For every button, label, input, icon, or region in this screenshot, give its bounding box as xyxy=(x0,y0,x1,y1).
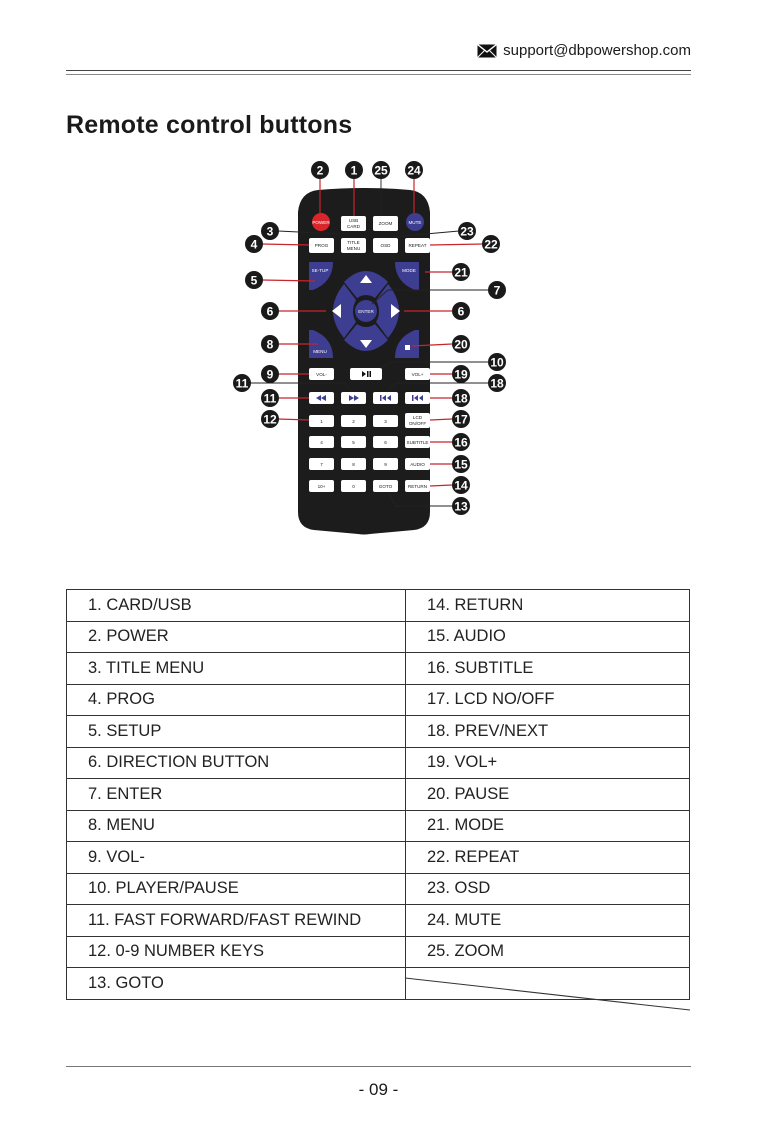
legend-item: 14. RETURN xyxy=(406,590,690,622)
svg-text:RETURN: RETURN xyxy=(407,484,428,489)
callout-17 xyxy=(452,410,470,428)
svg-text:18: 18 xyxy=(490,376,504,391)
legend-item: 17. LCD NO/OFF xyxy=(406,684,690,716)
callout-13 xyxy=(452,497,470,515)
pause-square-icon xyxy=(405,345,410,350)
callout-4 xyxy=(245,235,263,253)
legend-item: 13. GOTO xyxy=(67,968,406,1000)
callout-15 xyxy=(452,455,470,473)
legend-item: 16. SUBTITLE xyxy=(406,653,690,685)
svg-text:MUTE: MUTE xyxy=(408,219,422,225)
legend-row xyxy=(67,684,690,716)
legend-item: 9. VOL- xyxy=(67,842,406,874)
callout-19 xyxy=(452,365,470,383)
legend-item xyxy=(406,968,690,1000)
legend-row xyxy=(67,747,690,779)
svg-text:TITLE: TITLE xyxy=(347,240,360,245)
callout-20 xyxy=(452,335,470,353)
svg-text:AUDIO: AUDIO xyxy=(410,462,425,467)
svg-text:25: 25 xyxy=(374,163,388,178)
legend-item: 4. PROG xyxy=(67,684,406,716)
legend-item: 20. PAUSE xyxy=(406,779,690,811)
svg-text:MODE: MODE xyxy=(402,268,416,273)
page-number: - 09 - xyxy=(358,1080,399,1099)
legend-item: 7. ENTER xyxy=(67,779,406,811)
legend-item: 24. MUTE xyxy=(406,905,690,937)
svg-text:OSD: OSD xyxy=(380,243,391,248)
callout-22 xyxy=(482,235,500,253)
svg-text:6: 6 xyxy=(384,440,387,445)
callout-18-lower xyxy=(452,389,470,407)
svg-text:24: 24 xyxy=(407,163,421,178)
svg-text:3: 3 xyxy=(384,419,387,424)
svg-text:13: 13 xyxy=(454,499,468,514)
svg-text:17: 17 xyxy=(454,412,468,427)
legend-row xyxy=(67,842,690,874)
svg-text:USB: USB xyxy=(348,218,359,223)
svg-text:5: 5 xyxy=(250,273,258,288)
svg-text:ON/OFF: ON/OFF xyxy=(408,421,427,426)
legend-item: 12. 0-9 NUMBER KEYS xyxy=(67,936,406,968)
callout-16 xyxy=(452,433,470,451)
svg-text:2: 2 xyxy=(316,163,324,178)
svg-text:MENU: MENU xyxy=(346,246,361,251)
svg-text:7: 7 xyxy=(320,462,323,467)
legend-row xyxy=(67,810,690,842)
legend-row xyxy=(67,716,690,748)
svg-text:PROG: PROG xyxy=(314,243,329,248)
svg-text:15: 15 xyxy=(454,457,468,472)
callout-12 xyxy=(261,410,279,428)
callout-2 xyxy=(311,161,329,179)
svg-text:LCD: LCD xyxy=(412,415,423,420)
svg-text:22: 22 xyxy=(484,237,498,252)
svg-text:8: 8 xyxy=(352,462,355,467)
svg-text:SE-TUP: SE-TUP xyxy=(311,268,329,273)
legend-item: 18. PREV/NEXT xyxy=(406,716,690,748)
svg-text:7: 7 xyxy=(493,283,501,298)
svg-text:21: 21 xyxy=(454,265,468,280)
callout-5 xyxy=(245,271,263,289)
svg-text:4: 4 xyxy=(320,440,323,445)
callout-11-lower xyxy=(261,389,279,407)
legend-item: 2. POWER xyxy=(67,621,406,653)
page-title: Remote control buttons xyxy=(66,111,353,139)
svg-text:12: 12 xyxy=(263,412,277,427)
legend-item: 5. SETUP xyxy=(67,716,406,748)
svg-text:1: 1 xyxy=(320,419,323,424)
callout-23 xyxy=(458,222,476,240)
svg-text:1: 1 xyxy=(350,163,358,178)
svg-text:10+: 10+ xyxy=(317,484,326,489)
callout-21 xyxy=(452,263,470,281)
callout-24 xyxy=(405,161,423,179)
svg-text:0: 0 xyxy=(352,484,355,489)
callout-10 xyxy=(488,353,506,371)
svg-text:11: 11 xyxy=(235,376,249,391)
legend-row xyxy=(67,590,690,622)
svg-text:20: 20 xyxy=(454,337,468,352)
legend-item: 8. MENU xyxy=(67,810,406,842)
callout-1 xyxy=(345,161,363,179)
callout-3 xyxy=(261,222,279,240)
legend-item: 21. MODE xyxy=(406,810,690,842)
svg-text:16: 16 xyxy=(454,435,468,450)
svg-text:14: 14 xyxy=(454,478,468,493)
callout-25 xyxy=(372,161,390,179)
svg-text:3: 3 xyxy=(266,224,274,239)
legend-row xyxy=(67,968,690,1000)
svg-text:ENTER: ENTER xyxy=(358,309,374,314)
callout-6-left xyxy=(261,302,279,320)
svg-text:VOL+: VOL+ xyxy=(411,372,424,377)
svg-text:MENU: MENU xyxy=(313,349,327,354)
svg-text:10: 10 xyxy=(490,355,504,370)
button-legend-table xyxy=(66,589,690,1000)
callout-18-upper xyxy=(488,374,506,392)
support-email: support@dbpowershop.com xyxy=(503,42,691,59)
svg-text:6: 6 xyxy=(457,304,465,319)
svg-text:23: 23 xyxy=(460,224,474,239)
legend-item: 10. PLAYER/PAUSE xyxy=(67,873,406,905)
legend-item: 3. TITLE MENU xyxy=(67,653,406,685)
legend-row xyxy=(67,653,690,685)
svg-text:4: 4 xyxy=(250,237,258,252)
svg-text:8: 8 xyxy=(266,337,274,352)
legend-item: 6. DIRECTION BUTTON xyxy=(67,747,406,779)
power-button-label: POWER xyxy=(312,219,330,225)
legend-item: 1. CARD/USB xyxy=(67,590,406,622)
remote-control-diagram xyxy=(0,0,757,560)
svg-text:6: 6 xyxy=(266,304,274,319)
svg-text:REPEAT: REPEAT xyxy=(408,243,427,248)
svg-text:18: 18 xyxy=(454,391,468,406)
legend-item: 22. REPEAT xyxy=(406,842,690,874)
svg-text:2: 2 xyxy=(352,419,355,424)
callout-6-right xyxy=(452,302,470,320)
legend-row xyxy=(67,936,690,968)
legend-item: 15. AUDIO xyxy=(406,621,690,653)
callout-7 xyxy=(488,281,506,299)
legend-row xyxy=(67,621,690,653)
bottom-rule xyxy=(66,1066,691,1067)
svg-text:9: 9 xyxy=(384,462,387,467)
legend-row xyxy=(67,779,690,811)
legend-row xyxy=(67,905,690,937)
svg-text:GOTO: GOTO xyxy=(378,484,393,489)
legend-item: 25. ZOOM xyxy=(406,936,690,968)
svg-text:SUBTITLE: SUBTITLE xyxy=(406,440,429,445)
legend-item: 23. OSD xyxy=(406,873,690,905)
legend-item: 11. FAST FORWARD/FAST REWIND xyxy=(67,905,406,937)
callout-11-upper xyxy=(233,374,251,392)
svg-text:19: 19 xyxy=(454,367,468,382)
svg-text:9: 9 xyxy=(266,367,274,382)
callout-8 xyxy=(261,335,279,353)
callout-9 xyxy=(261,365,279,383)
legend-item: 19. VOL+ xyxy=(406,747,690,779)
callout-14 xyxy=(452,476,470,494)
svg-text:ZOOM: ZOOM xyxy=(378,221,393,226)
legend-row xyxy=(67,873,690,905)
svg-text:VOL-: VOL- xyxy=(316,372,327,377)
svg-text:CARD: CARD xyxy=(346,224,361,229)
svg-text:5: 5 xyxy=(352,440,355,445)
svg-text:11: 11 xyxy=(263,391,277,406)
